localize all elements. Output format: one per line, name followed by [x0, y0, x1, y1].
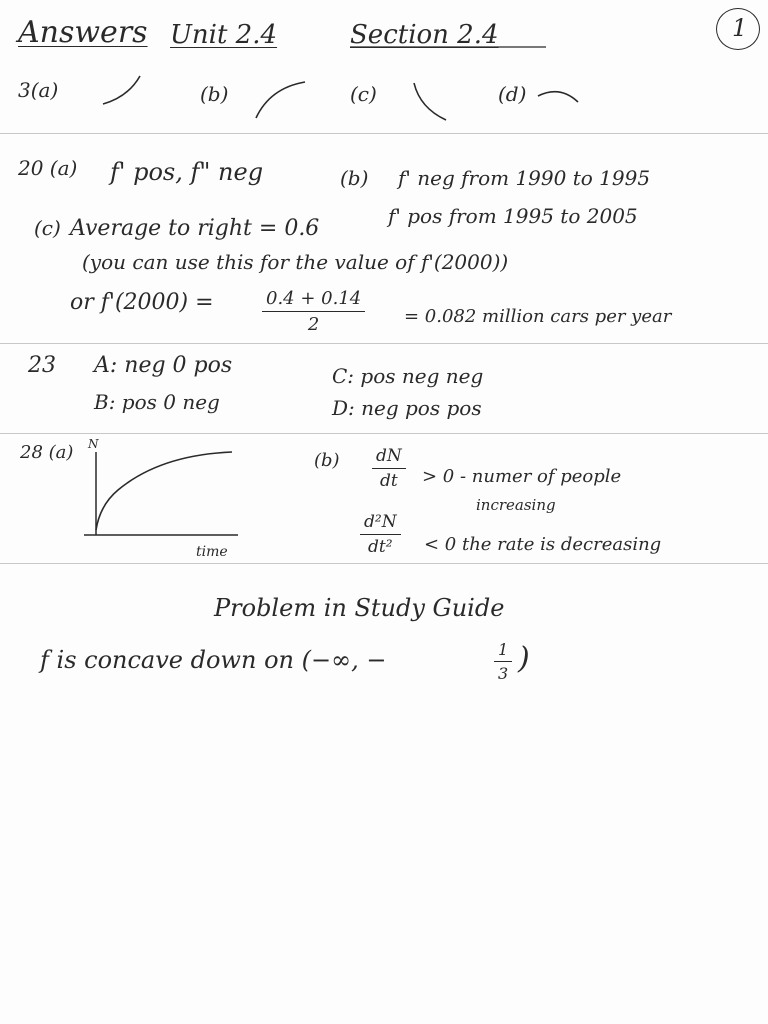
section-title: Section 2.4	[350, 20, 499, 50]
q3d-label: (d)	[498, 82, 527, 106]
q20c-or: or f'(2000) =	[70, 290, 214, 315]
q23-d: D: neg pos pos	[332, 396, 482, 420]
q3c-label: (c)	[350, 82, 377, 106]
q23-c: C: pos neg neg	[332, 364, 484, 388]
q20b-line2: f' pos from 1995 to 2005	[388, 204, 638, 228]
q20a-label: 20 (a)	[18, 156, 78, 180]
graph-curve	[96, 452, 232, 530]
unit-title: Unit 2.4	[170, 20, 278, 50]
q28-first-derivative	[372, 448, 406, 490]
q28-dt2: dt²	[368, 537, 393, 557]
q3a-curve	[103, 76, 140, 104]
q23-b: B: pos 0 neg	[94, 390, 220, 414]
q20c-note: (you can use this for the value of f'(2000))	[82, 250, 509, 274]
q3c-curve	[414, 83, 446, 120]
divider-1	[0, 133, 768, 134]
q28-x-axis-label: time	[196, 544, 228, 560]
divider-2	[0, 343, 768, 344]
q28-first-relation-2: increasing	[476, 496, 556, 514]
study-guide-frac-num: 1	[494, 642, 512, 662]
q3b-label: (b)	[200, 82, 229, 106]
q20c-numerator: 0.4 + 0.14	[262, 290, 365, 312]
study-guide-fraction	[494, 642, 512, 682]
q28-second-derivative	[360, 514, 401, 556]
page-number: 1	[732, 14, 748, 42]
q20c-denominator: 2	[307, 314, 320, 335]
q28-dN: dN	[372, 448, 406, 469]
q28-label: 28 (a)	[20, 442, 74, 463]
answers-title: Answers	[18, 15, 148, 50]
q28-first-relation: > 0 - numer of people	[422, 466, 622, 487]
q20a-text: f' pos, f" neg	[110, 158, 264, 186]
q28-y-axis-label: N	[88, 437, 99, 451]
q20c-fraction	[262, 290, 365, 334]
q28b-label: (b)	[314, 450, 340, 471]
divider-3	[0, 433, 768, 434]
q23-a: A: neg 0 pos	[94, 353, 233, 378]
q3b-curve	[256, 82, 305, 118]
q20c-text: Average to right = 0.6	[70, 216, 320, 241]
q23-label: 23	[28, 353, 56, 378]
q3d-curve	[538, 92, 578, 102]
divider-4	[0, 563, 768, 564]
study-guide-text: f is concave down on (−∞, −	[40, 646, 387, 674]
q20c-result: = 0.082 million cars per year	[404, 306, 672, 327]
study-guide-title: Problem in Study Guide	[214, 594, 505, 622]
q28-d2N: d²N	[360, 514, 401, 535]
q28-second-relation: < 0 the rate is decreasing	[424, 534, 662, 555]
q28-dt: dt	[380, 471, 398, 491]
study-guide-close: )	[518, 641, 530, 676]
q20c-label: (c)	[34, 216, 61, 240]
q20b-label: (b)	[340, 166, 369, 190]
q3a-label: 3(a)	[18, 78, 59, 102]
study-guide-frac-den: 3	[498, 664, 509, 683]
q20b-line1: f' neg from 1990 to 1995	[398, 166, 651, 190]
